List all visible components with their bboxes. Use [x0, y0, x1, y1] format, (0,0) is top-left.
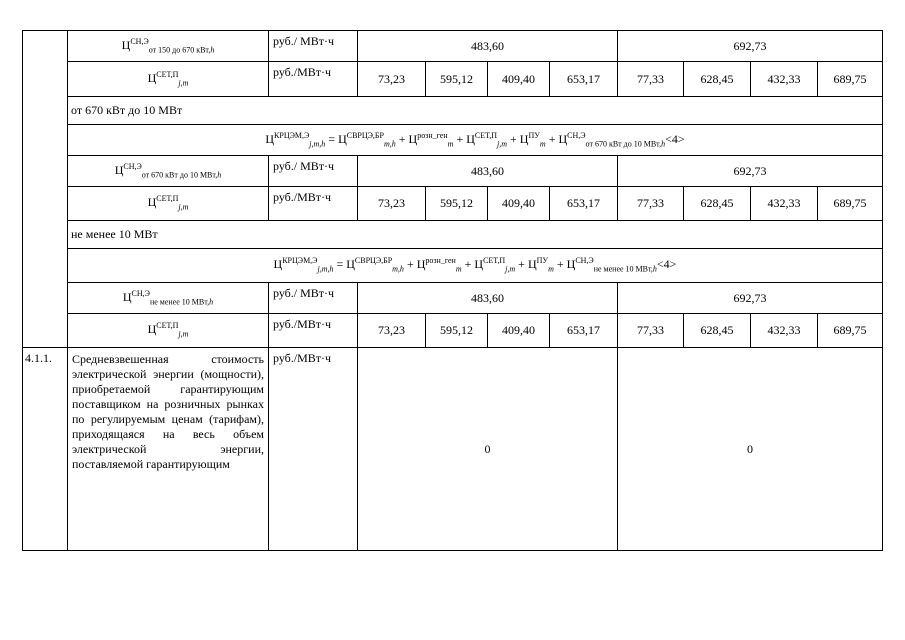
table-row — [23, 187, 883, 221]
value-cell: 689,75 — [818, 62, 883, 97]
value-cell: 653,17 — [550, 62, 618, 97]
value-cell: 653,17 — [550, 314, 618, 348]
symbol-set: $Ц^{СЕТ,П}_{j,m}$ — [68, 314, 269, 348]
table-row — [23, 314, 883, 348]
value-cell: 689,75 — [818, 187, 883, 221]
table-row — [23, 221, 883, 249]
symbol-sn-ge10: $Ц^{СН,Э}_{не менее 10 МВт,h}$ — [68, 283, 269, 314]
value-cell: 483,60 — [358, 31, 618, 62]
unit-cell: руб./ МВт·ч — [269, 31, 358, 62]
value-cell: 692,73 — [618, 156, 883, 187]
value-cell: 628,45 — [684, 62, 751, 97]
value-cell: 77,33 — [618, 187, 684, 221]
value-cell: 432,33 — [751, 314, 818, 348]
unit-cell: руб./МВт·ч — [269, 348, 358, 551]
value-cell: 692,73 — [618, 31, 883, 62]
table-row — [23, 156, 883, 187]
table-row — [23, 31, 883, 62]
value-cell: 409,40 — [488, 187, 550, 221]
value-cell: 628,45 — [684, 187, 751, 221]
value-cell: 73,23 — [358, 314, 426, 348]
row-number: 4.1.1. — [23, 348, 68, 551]
tariff-table — [22, 30, 883, 551]
value-cell: 432,33 — [751, 62, 818, 97]
value-cell: 0 — [358, 348, 618, 551]
value-cell: 73,23 — [358, 62, 426, 97]
unit-cell: руб./МВт·ч — [269, 62, 358, 97]
table-row — [23, 249, 883, 283]
footnote-ref: <4> — [665, 131, 685, 146]
value-cell: 73,23 — [358, 187, 426, 221]
value-cell: 653,17 — [550, 187, 618, 221]
left-margin-cell — [23, 31, 68, 348]
symbol-sn-670-10: $Ц^{СН,Э}_{от 670 кВт до 10 МВт,h}$ — [68, 156, 269, 187]
unit-cell: руб./МВт·ч — [269, 314, 358, 348]
table-row — [23, 62, 883, 97]
table-row — [23, 348, 883, 551]
unit-cell: руб./ МВт·ч — [269, 283, 358, 314]
table-row — [23, 125, 883, 156]
unit-cell: руб./МВт·ч — [269, 187, 358, 221]
symbol-set: $Ц^{СЕТ,П}_{j,m}$ — [68, 187, 269, 221]
unit-cell: руб./ МВт·ч — [269, 156, 358, 187]
value-cell: 628,45 — [684, 314, 751, 348]
section-heading: не менее 10 МВт — [68, 221, 883, 249]
row-description: Средневзвешенная стоимость электрической энергии (мощности), приобретаемой гарантирующим поставщиком на розничных рынках по регулируемым ценам (тарифам), приходящаяся на весь объем электрической энергии, поставляемой гарантирующим — [68, 348, 269, 551]
section-heading: от 670 кВт до 10 МВт — [68, 97, 883, 125]
table-row — [23, 283, 883, 314]
symbol-set: $Ц^{СЕТ,П}_{j,m}$ — [68, 62, 269, 97]
value-cell: 483,60 — [358, 156, 618, 187]
value-cell: 692,73 — [618, 283, 883, 314]
value-cell: 595,12 — [426, 314, 488, 348]
value-cell: 432,33 — [751, 187, 818, 221]
formula-cell: $Ц^{КРЦЭМ,Э}_{j,m,h} = Ц^{СВРЦЭ,БР}_{m,h} + Ц^{розн\_ген}_m + Ц^{СЕТ,П}_{j,m} + Ц^{ПУ}_m + Ц^{СН,Э}_{от 670 кВт до 10 МВт,h}<4>$ — [68, 125, 883, 156]
table-row — [23, 97, 883, 125]
value-cell: 595,12 — [426, 187, 488, 221]
value-cell: 77,33 — [618, 62, 684, 97]
symbol-sn-150-670: $Ц^{СН,Э}_{от 150 до 670 кВт,h}$ — [68, 31, 269, 62]
value-cell: 483,60 — [358, 283, 618, 314]
footnote-ref: <4> — [656, 257, 677, 272]
value-cell: 689,75 — [818, 314, 883, 348]
value-cell: 77,33 — [618, 314, 684, 348]
value-cell: 0 — [618, 348, 883, 551]
formula-cell: $Ц^{КРЦЭМ,Э}_{j,m,h} = Ц^{СВРЦЭ,БР}_{m,h} + Ц^{розн\_ген}_m + Ц^{СЕТ,П}_{j,m} + Ц^{ПУ}_m + Ц^{СН,Э}_{не менее 10 МВт,h}<4>$ — [68, 249, 883, 283]
value-cell: 409,40 — [488, 314, 550, 348]
value-cell: 595,12 — [426, 62, 488, 97]
value-cell: 409,40 — [488, 62, 550, 97]
